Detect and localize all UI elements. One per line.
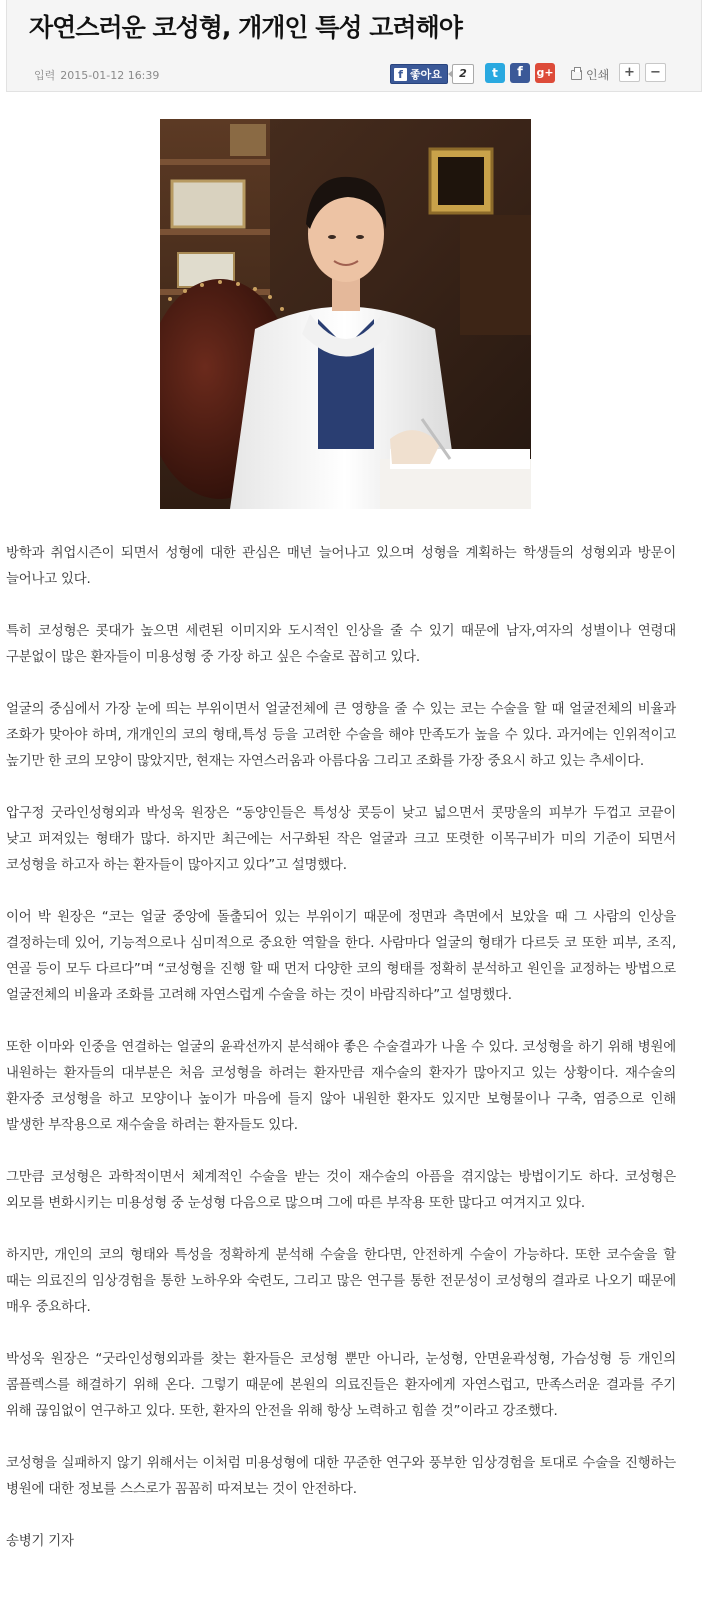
- facebook-share-icon[interactable]: f: [510, 63, 530, 83]
- facebook-icon: f: [394, 68, 407, 81]
- article-paragraph: 압구정 굿라인성형외과 박성욱 원장은 “동양인들은 특성상 콧등이 낮고 넓으면서 콧망울의 피부가 두껍고 코끝이 낮고 퍼져있는 형태가 많다. 하지만 최근에는 서구화된 작은 얼굴과 크고 또렷한 이목구비가 미의 기준이 되면서 코성형을 하고자 하는 환자들이 많아지고 있다”고 설명했다.: [6, 806, 676, 873]
- like-count: 2: [452, 64, 474, 84]
- article-title: 자연스러운 코성형, 개개인 특성 고려해야: [29, 13, 462, 42]
- facebook-like-button[interactable]: [390, 64, 448, 84]
- article-paragraph: 코성형을 실패하지 않기 위해서는 이처럼 미용성형에 대한 꾸준한 연구와 풍부한 임상경험을 토대로 수술을 진행하는 병원에 대한 정보를 스스로가 꼼꼼히 따져보는 것이 안전하다.: [6, 1456, 676, 1497]
- font-size-increase-button[interactable]: +: [619, 63, 640, 82]
- print-label: 인쇄: [586, 68, 610, 82]
- article-paragraph: 박성욱 원장은 “굿라인성형외과를 찾는 환자들은 코성형 뿐만 아니라, 눈성형, 안면윤곽성형, 가슴성형 등 개인의 콤플렉스를 해결하기 위해 온다. 그렇기 때문에 본원의 의료진들은 환자에게 자연스럽고, 만족스러운 결과를 주기 위해 끊임없이 연구하고 있다. 또한, 환자의 안전을 위해 항상 노력하고 힘쓸 것”이라고 강조했다.: [6, 1352, 676, 1419]
- article-paragraph: 특히 코성형은 콧대가 높으면 세련된 이미지와 도시적인 인상을 줄 수 있기 때문에 남자,여자의 성별이나 연령대 구분없이 많은 환자들이 미용성형 중 가장 하고 싶은 수술로 꼽히고 있다.: [6, 624, 676, 665]
- article-paragraph: 이어 박 원장은 “코는 얼굴 중앙에 돌출되어 있는 부위이기 때문에 정면과 측면에서 보았을 때 그 사람의 인상을 결정하는데 있어, 기능적으로나 심미적으로 중요한 역할을 한다. 사람마다 얼굴의 형태가 다르듯 코 또한 피부, 조직, 연골 등이 모두 다르다”며 “코성형을 진행 할 때 먼저 다양한 코의 형태를 정확히 분석하고 원인을 교정하는 방법으로 얼굴전체의 비율과 조화를 고려해 자연스럽게 수술을 하는 것이 바람직하다”고 설명했다.: [6, 910, 676, 1003]
- article-paragraph: 얼굴의 중심에서 가장 눈에 띄는 부위이면서 얼굴전체에 큰 영향을 줄 수 있는 코는 수술을 할 때 얼굴전체의 비율과 조화가 맞아야 하며, 개개인의 코의 형태,특성 등을 고려한 수술을 해야 만족도가 높을 수 있다. 과거에는 인위적이고 높기만 한 코의 모양이 많았지만, 현재는 자연스러움과 아름다움 그리고 조화를 가장 중요시 하고 있는 추세이다.: [6, 702, 676, 769]
- twitter-share-icon[interactable]: t: [485, 63, 505, 83]
- article-paragraph: 방학과 취업시즌이 되면서 성형에 대한 관심은 매년 늘어나고 있으며 성형을 계획하는 학생들의 성형외과 방문이 늘어나고 있다.: [6, 546, 676, 587]
- printer-icon: [571, 70, 582, 80]
- article-photo: [160, 119, 531, 509]
- article-paragraph: 그만큼 코성형은 과학적이면서 체계적인 수술을 받는 것이 재수술의 아픔을 겪지않는 방법이기도 하다. 코성형은 외모를 변화시키는 미용성형 중 눈성형 다음으로 많으며 그에 따른 부작용 또한 많다고 여겨지고 있다.: [6, 1170, 676, 1211]
- article-paragraph: 하지만, 개인의 코의 형태와 특성을 정확하게 분석해 수술을 한다면, 안전하게 수술이 가능하다. 또한 코수술을 할 때는 의료진의 임상경험을 통한 노하우와 숙련도, 그리고 많은 연구를 통한 전문성이 코성형의 결과로 나오기 때문에 매우 중요하다.: [6, 1248, 676, 1315]
- date-label: 입력: [34, 69, 56, 82]
- article-paragraph: 또한 이마와 인중을 연결하는 얼굴의 윤곽선까지 분석해야 좋은 수술결과가 나올 수 있다. 코성형을 하기 위해 병원에 내원하는 환자들의 대부분은 처음 코성형을 하려는 환자만큼 재수술의 환자가 많아지고 있는 상황이다. 재수술의 환자중 코성형을 하고 모양이나 높이가 마음에 들지 않아 내원한 환자도 있지만 보형물이나 구축, 염증으로 인해 발생한 부작용으로 재수술을 하려는 환자들도 있다.: [6, 1040, 676, 1133]
- publish-date: [34, 67, 159, 83]
- print-button[interactable]: [571, 66, 609, 83]
- date-value: 2015-01-12 16:39: [60, 69, 160, 82]
- googleplus-share-icon[interactable]: g+: [535, 63, 555, 83]
- font-size-decrease-button[interactable]: −: [645, 63, 666, 82]
- byline: 송병기 기자: [6, 1534, 74, 1549]
- like-label: 좋아요: [410, 68, 442, 81]
- article-body: [6, 541, 676, 1555]
